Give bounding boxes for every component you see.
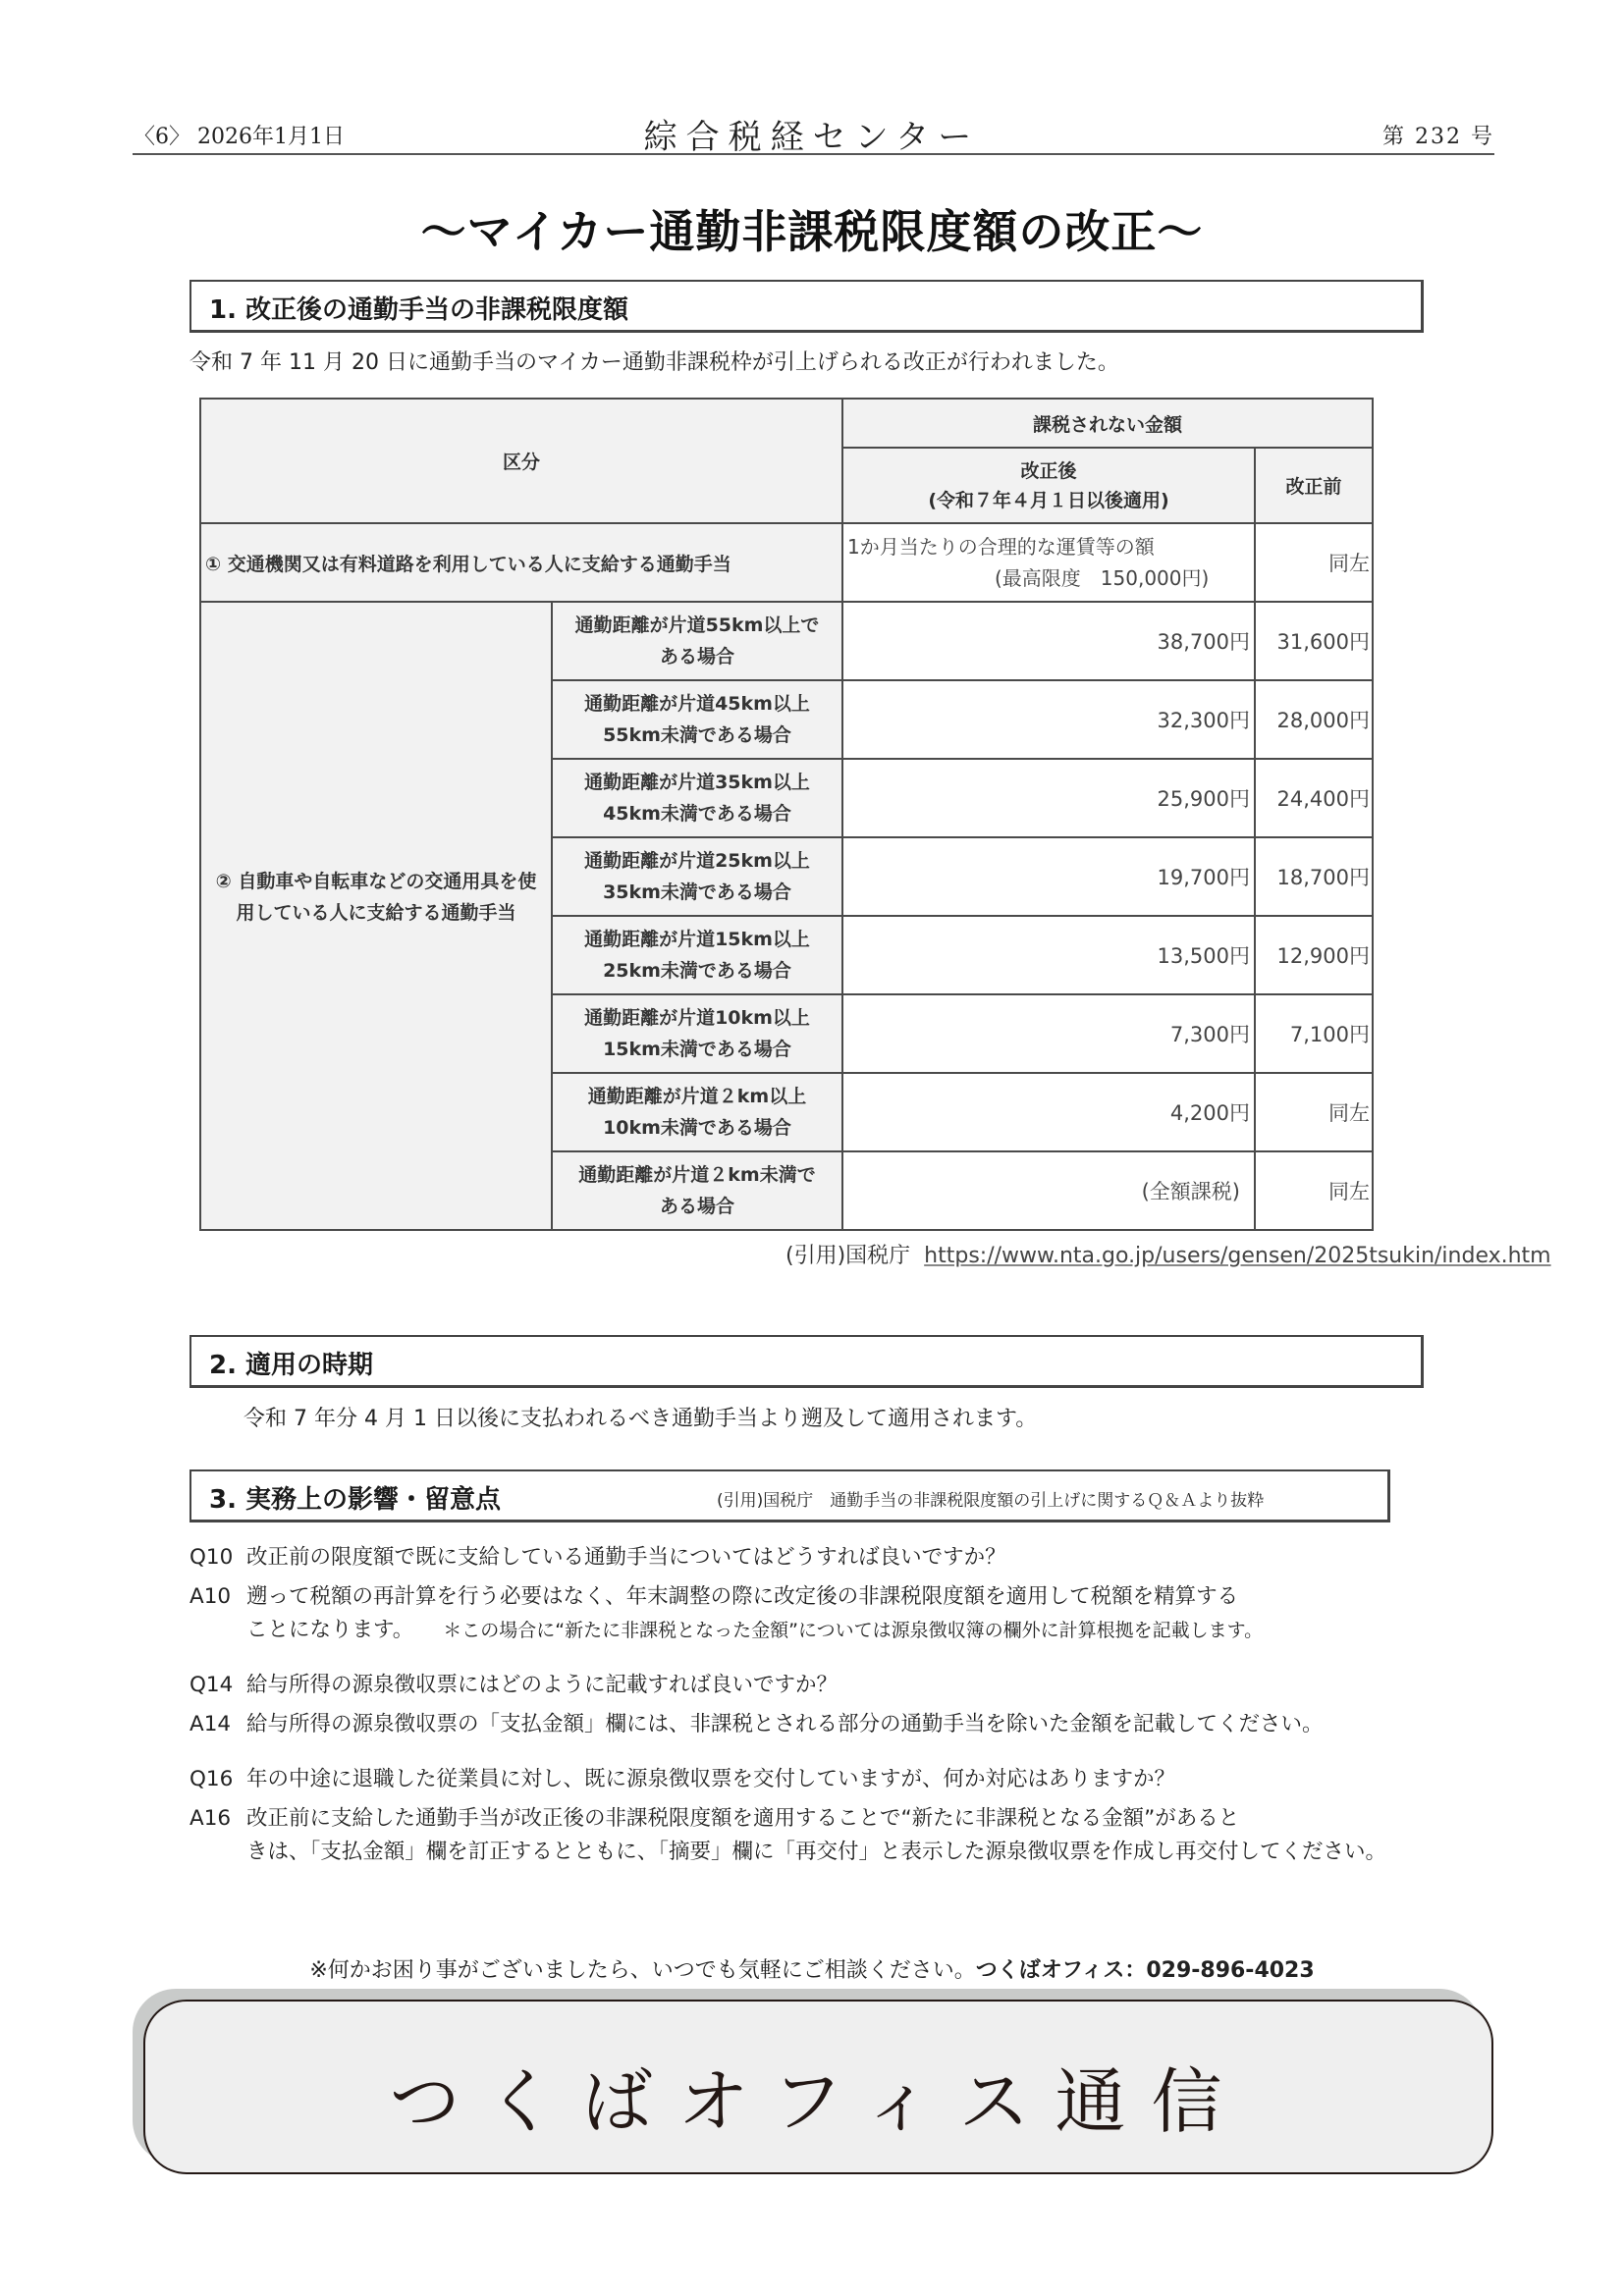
row-distance: 通勤距離が片道15km以上 25km未満である場合	[552, 916, 842, 994]
row-distance: 通勤距離が片道35km以上 45km未満である場合	[552, 759, 842, 837]
q-label: Q10	[189, 1545, 234, 1570]
row-after: 19,700円	[842, 837, 1255, 916]
contact-line	[0, 1953, 1624, 1984]
row-distance: 通勤距離が片道２km未満で ある場合	[552, 1151, 842, 1230]
a-label: A14	[189, 1712, 232, 1736]
contact-message: ※何かお困り事がございましたら、いつでも気軽にご相談ください。	[309, 1958, 976, 1983]
row-before: 7,100円	[1255, 994, 1373, 1073]
row-after: 25,900円	[842, 759, 1255, 837]
row1-after: 1か月当たりの合理的な運賃等の額 (最高限度 150,000円)	[842, 523, 1255, 602]
row-before: 同左	[1255, 1073, 1373, 1151]
row-after: 38,700円	[842, 602, 1255, 680]
qa-item	[189, 1763, 1466, 1869]
question: 改正前の限度額で既に支給している通勤手当についてはどうすれば良いですか？	[246, 1545, 1006, 1570]
answer-note: ＊この場合に“新たに非課税となった金額”については源泉徴収簿の欄外に計算根拠を記載します。	[443, 1620, 1264, 1641]
qa-item	[189, 1541, 1466, 1647]
section3-title: 3. 実務上の影響・留意点	[209, 1485, 502, 1515]
a-label: A16	[189, 1806, 232, 1831]
answer-cont: きは、「支払金額」欄を訂正するとともに、「摘要」欄に「再交付」と表示した源泉徴収票を作成し再交付してください。	[246, 1840, 1387, 1864]
row-distance: 通勤距離が片道55km以上で ある場合	[552, 602, 842, 680]
row-before: 28,000円	[1255, 680, 1373, 759]
masthead-rule	[133, 153, 1494, 155]
section2-title: 2. 適用の時期	[209, 1351, 374, 1380]
section3-header	[189, 1469, 1390, 1522]
header-after: 改正後 (令和７年４月１日以後適用)	[842, 448, 1255, 523]
answer-cont: ことになります。	[246, 1618, 414, 1642]
row-distance: 通勤距離が片道45km以上 55km未満である場合	[552, 680, 842, 759]
qa-list	[189, 1541, 1466, 1869]
issue-date: 〈6〉 2026年1月1日	[134, 125, 345, 149]
row-after: 13,500円	[842, 916, 1255, 994]
page-title: 〜マイカー通勤非課税限度額の改正〜	[420, 205, 1204, 258]
question: 給与所得の源泉徴収票にはどのように記載すれば良いですか？	[246, 1673, 839, 1697]
a-label: A10	[189, 1584, 232, 1609]
row-after: 32,300円	[842, 680, 1255, 759]
row-after: 7,300円	[842, 994, 1255, 1073]
section1-header	[189, 280, 1424, 333]
table-row	[200, 523, 1373, 602]
row-distance: 通勤距離が片道10km以上 15km未満である場合	[552, 994, 842, 1073]
row-before: 18,700円	[1255, 837, 1373, 916]
q-label: Q16	[189, 1767, 234, 1791]
section2-body: 令和 7 年分 4 月 1 日以後に支払われるべき通勤手当より遡及して適用されます。	[244, 1407, 1038, 1431]
row-after: 4,200円	[842, 1073, 1255, 1151]
row-before: 12,900円	[1255, 916, 1373, 994]
section2-header	[189, 1335, 1424, 1388]
header-untaxed: 課税されない金額	[842, 399, 1373, 448]
row-after: (全額課税)	[842, 1151, 1255, 1230]
row1-category: ① 交通機関又は有料道路を利用している人に支給する通勤手当	[200, 523, 842, 602]
group2-category: ② 自動車や自転車などの交通用具を使用している人に支給する通勤手当	[200, 602, 552, 1230]
office-phone: つくばオフィス：029-896-4023	[975, 1958, 1315, 1983]
answer: 給与所得の源泉徴収票の「支払金額」欄には、非課税とされる部分の通勤手当を除いた金額を記載してください。	[246, 1712, 1324, 1736]
question: 年の中途に退職した従業員に対し、既に源泉徴収票を交付していますが、何か対応はありますか？	[246, 1767, 1176, 1791]
footer-title: つくばオフィス通信	[389, 2060, 1248, 2143]
citation-link[interactable]: https://www.nta.go.jp/users/gensen/2025tsukin/index.htm	[924, 1244, 1551, 1268]
citation-label: (引用)国税庁	[785, 1244, 911, 1268]
answer: 遡って税額の再計算を行う必要はなく、年末調整の際に改定後の非課税限度額を適用して税額を精算する	[246, 1584, 1239, 1609]
row-before: 31,600円	[1255, 602, 1373, 680]
header-before: 改正前	[1255, 448, 1373, 523]
answer: 改正前に支給した通勤手当が改正後の非課税限度額を適用することで“新たに非課税となる金額”があると	[246, 1806, 1240, 1831]
row-distance: 通勤距離が片道25km以上 35km未満である場合	[552, 837, 842, 916]
q-label: Q14	[189, 1673, 234, 1697]
footer-banner	[143, 2000, 1493, 2174]
publication-name: 綜合税経センター	[643, 118, 981, 157]
section1-intro: 令和 7 年 11 月 20 日に通勤手当のマイカー通勤非課税枠が引上げられる改正が行われました。	[189, 350, 1119, 375]
row-before: 24,400円	[1255, 759, 1373, 837]
section1-title: 1. 改正後の通勤手当の非課税限度額	[209, 295, 629, 325]
row-before: 同左	[1255, 1151, 1373, 1230]
issue-number: 第 232 号	[1382, 125, 1494, 149]
row1-before: 同左	[1255, 523, 1373, 602]
citation	[785, 1239, 1551, 1269]
header-category: 区分	[200, 399, 842, 523]
qa-item	[189, 1669, 1466, 1741]
section3-note: (引用)国税庁 通勤手当の非課税限度額の引上げに関するＱ＆Ａより抜粋	[717, 1491, 1265, 1511]
allowance-table	[199, 398, 1374, 1231]
row-distance: 通勤距離が片道２km以上 10km未満である場合	[552, 1073, 842, 1151]
table-row	[200, 602, 1373, 680]
